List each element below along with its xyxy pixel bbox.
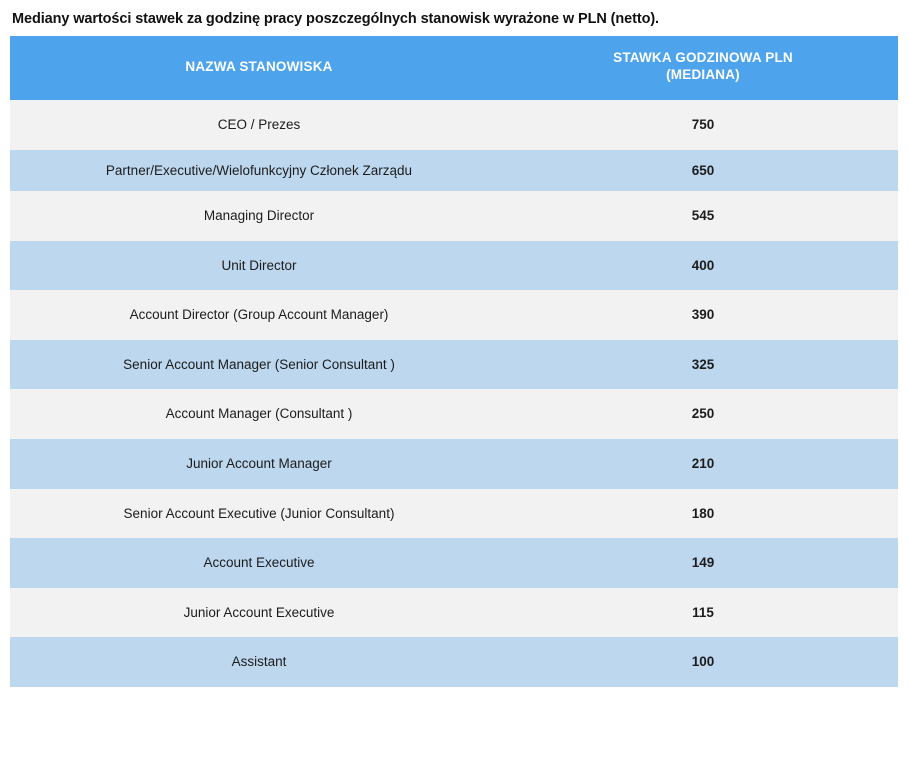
table-row bbox=[10, 588, 898, 638]
column-header-rate bbox=[508, 36, 898, 100]
table-header-row bbox=[10, 36, 898, 100]
table-row bbox=[10, 389, 898, 439]
table-row bbox=[10, 150, 898, 192]
cell-rate: 250 bbox=[508, 389, 898, 439]
cell-position: Managing Director bbox=[10, 191, 508, 241]
column-header-rate-line2: (MEDIANA) bbox=[666, 67, 740, 83]
cell-rate: 210 bbox=[508, 439, 898, 489]
cell-rate: 325 bbox=[508, 340, 898, 390]
column-header-rate-line1: STAWKA GODZINOWA PLN bbox=[613, 50, 793, 66]
table-row bbox=[10, 290, 898, 340]
rates-table bbox=[10, 36, 898, 686]
cell-rate: 650 bbox=[508, 150, 898, 192]
table-row bbox=[10, 439, 898, 489]
table-body bbox=[10, 100, 898, 687]
table-row bbox=[10, 489, 898, 539]
table-row bbox=[10, 637, 898, 687]
table-header bbox=[10, 36, 898, 100]
cell-position: Senior Account Executive (Junior Consultant) bbox=[10, 489, 508, 539]
cell-position: Account Director (Group Account Manager) bbox=[10, 290, 508, 340]
cell-position: CEO / Prezes bbox=[10, 100, 508, 150]
column-header-position: NAZWA STANOWISKA bbox=[10, 36, 508, 100]
cell-rate: 100 bbox=[508, 637, 898, 687]
cell-position: Assistant bbox=[10, 637, 508, 687]
cell-position: Junior Account Manager bbox=[10, 439, 508, 489]
cell-position: Unit Director bbox=[10, 241, 508, 291]
cell-position: Account Manager (Consultant ) bbox=[10, 389, 508, 439]
cell-rate: 750 bbox=[508, 100, 898, 150]
cell-rate: 115 bbox=[508, 588, 898, 638]
cell-rate: 180 bbox=[508, 489, 898, 539]
cell-rate: 545 bbox=[508, 191, 898, 241]
cell-position: Senior Account Manager (Senior Consultant ) bbox=[10, 340, 508, 390]
cell-position: Junior Account Executive bbox=[10, 588, 508, 638]
table-row bbox=[10, 241, 898, 291]
table-row bbox=[10, 191, 898, 241]
table-row bbox=[10, 538, 898, 588]
page-title: Mediany wartości stawek za godzinę pracy poszczególnych stanowisk wyrażone w PLN (netto). bbox=[12, 11, 659, 27]
table-row bbox=[10, 100, 898, 150]
table-row bbox=[10, 340, 898, 390]
cell-rate: 149 bbox=[508, 538, 898, 588]
cell-position: Account Executive bbox=[10, 538, 508, 588]
cell-rate: 400 bbox=[508, 241, 898, 291]
cell-position: Partner/Executive/Wielofunkcyjny Członek Zarządu bbox=[10, 150, 508, 192]
cell-rate: 390 bbox=[508, 290, 898, 340]
